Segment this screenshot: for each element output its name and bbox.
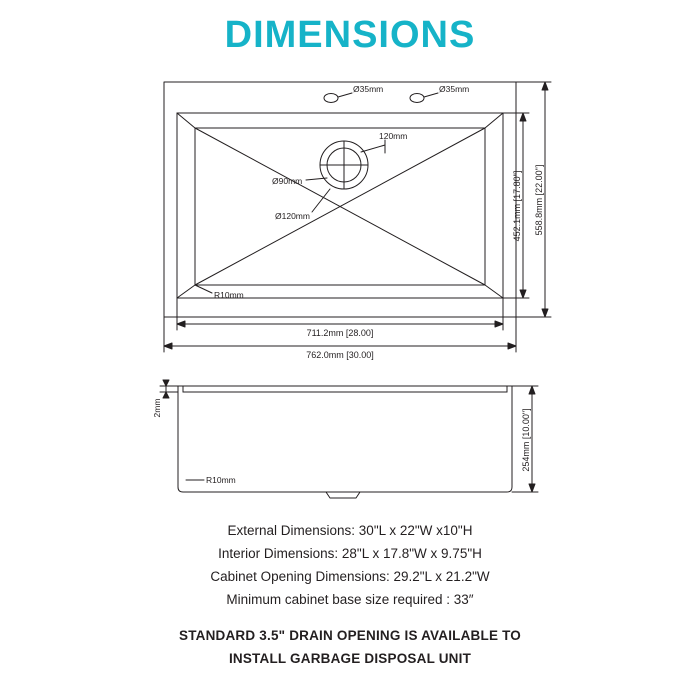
label-drain-depth: 120mm [379,131,408,141]
taper-line-br [485,285,503,298]
arrow-height-bot [529,484,535,492]
arrow-interior-w-left [177,321,185,327]
label-faucet-hole-right: Ø35mm [439,84,470,94]
arrow-interior-d-bot [520,290,526,298]
spec-interior-dimensions: Interior Dimensions: 28"L x 17.8"W x 9.75"H [218,546,482,561]
arrow-height-top [529,386,535,394]
faucet-hole-right-shape [410,94,424,103]
label-interior-depth: 452.1mm [17.80"] [512,170,522,242]
label-front-corner-radius: R10mm [206,475,236,485]
top-view-outer-rim [164,82,516,317]
drain-note [0,624,700,670]
taper-line-tl [177,113,195,128]
label-exterior-width: 762.0mm [30.00] [306,350,374,360]
front-view-drain-boss [326,492,360,498]
leader-faucet-right [424,93,438,97]
leader-drain-depth [361,145,385,152]
arrow-exterior-d-bot [542,309,548,317]
arrow-thickness-bot [163,392,169,398]
label-faucet-hole-left: Ø35mm [353,84,384,94]
faucet-hole-left-shape [324,94,338,103]
label-drain-outer: Ø120mm [275,211,310,221]
label-interior-width: 711.2mm [28.00] [306,328,374,338]
arrow-interior-d-top [520,113,526,121]
leader-faucet-left [338,93,352,97]
leader-drain-inner [306,178,327,180]
page-title: DIMENSIONS [224,14,476,56]
taper-line-tr [485,113,503,128]
spec-minimum-base: Minimum cabinet base size required : 33″ [226,592,474,607]
specifications-list [0,519,700,611]
drain-note-line-2: INSTALL GARBAGE DISPOSAL UNIT [228,651,472,666]
label-exterior-depth: 558.8mm [22.00"] [534,164,544,236]
label-top-corner-radius: R10mm [214,290,244,300]
spec-external-dimensions: External Dimensions: 30"L x 22"W x10"H [227,523,473,538]
arrow-exterior-w-right [508,343,516,349]
taper-line-bl [177,285,195,298]
arrow-interior-w-right [495,321,503,327]
label-wall-thickness: 2mm [152,398,162,418]
top-view-basin-outline [177,113,503,298]
arrow-exterior-d-top [542,82,548,90]
arrow-exterior-w-left [164,343,172,349]
leader-corner-radius-top [195,285,212,293]
label-front-height: 254mm [10.00"] [521,408,531,472]
spec-cabinet-opening: Cabinet Opening Dimensions: 29.2"L x 21.2"W [210,569,490,584]
drain-note-line-1: STANDARD 3.5" DRAIN OPENING IS AVAILABLE TO [178,628,522,643]
arrow-thickness-top [163,380,169,386]
label-drain-inner: Ø90mm [272,176,303,186]
